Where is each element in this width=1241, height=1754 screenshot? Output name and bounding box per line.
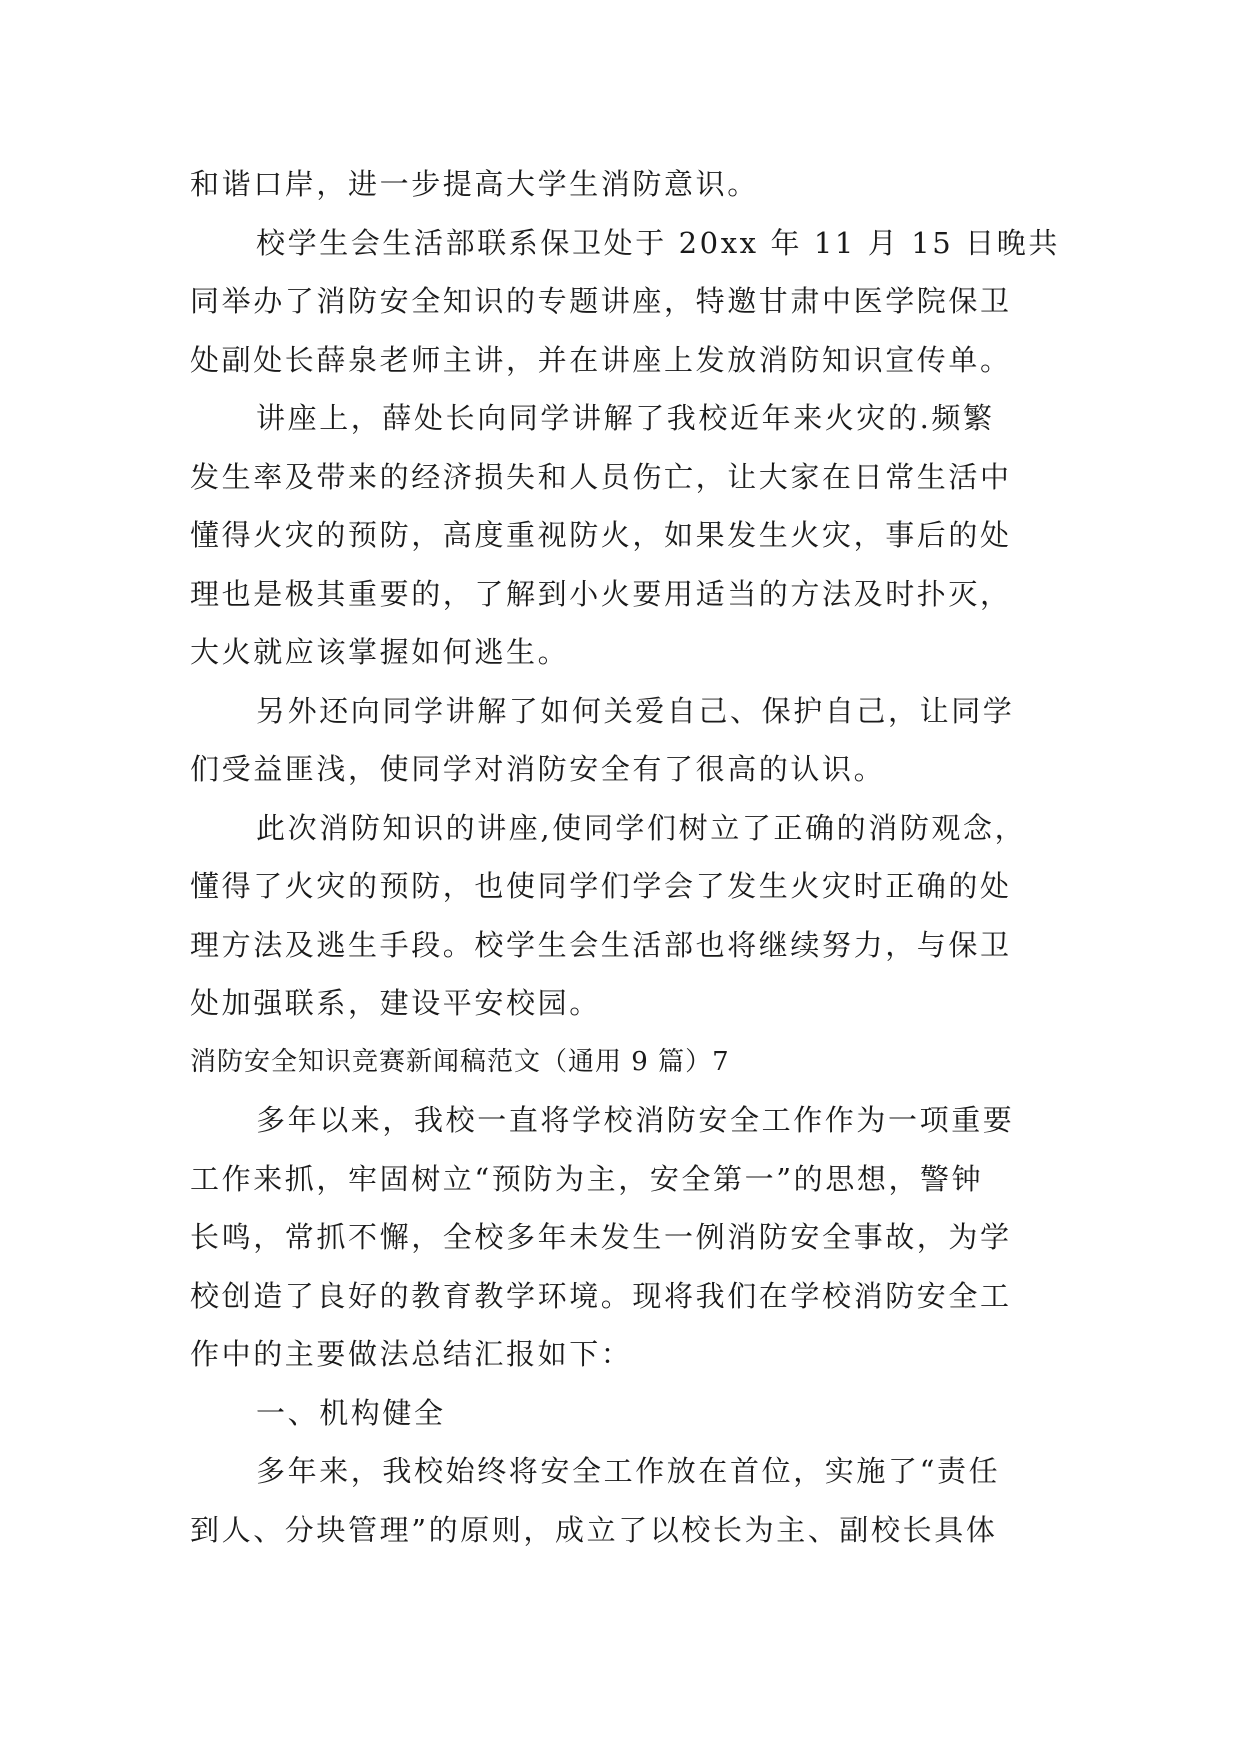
text-line: 另外还向同学讲解了如何关爱自己、保护自己，让同学	[256, 693, 1015, 728]
document-body	[190, 155, 1060, 1559]
text-line: 们受益匪浅，使同学对消防安全有了很高的认识。	[190, 752, 886, 786]
text-line: 此次消防知识的讲座,使同学们树立了正确的消防观念，	[256, 810, 1027, 845]
text-line: 和谐口岸，进一步提高大学生消防意识。	[190, 167, 759, 201]
text-line: 理方法及逃生手段。校学生会生活部也将继续努力，与保卫	[190, 927, 1012, 962]
text-line: 校学生会生活部联系保卫处于 20xx 年 11 月 15 日晚共	[256, 225, 1060, 260]
text-line: 大火就应该掌握如何逃生。	[190, 635, 570, 669]
text-line: 一、机构健全	[256, 1395, 446, 1430]
text-line: 处副处长薛泉老师主讲，并在讲座上发放消防知识宣传单。	[190, 342, 1012, 377]
text-line: 多年以来，我校一直将学校消防安全工作作为一项重要	[256, 1103, 1015, 1137]
text-line: 校创造了良好的教育教学环境。现将我们在学校消防安全工	[190, 1278, 1012, 1313]
text-line: 发生率及带来的经济损失和人员伤亡，让大家在日常生活中	[190, 459, 1012, 494]
text-line: 懂得了火灾的预防，也使同学们学会了发生火灾时正确的处	[190, 869, 1012, 903]
text-line: 处加强联系，建设平安校园。	[190, 986, 601, 1020]
text-line: 长鸣，常抓不懈，全校多年未发生一例消防安全事故，为学	[190, 1220, 1012, 1254]
text-line: 理也是极其重要的，了解到小火要用适当的方法及时扑灭，	[190, 576, 1012, 611]
text-line: 同举办了消防安全知识的专题讲座，特邀甘肃中医学院保卫	[190, 284, 1012, 318]
text-line: 多年来，我校始终将安全工作放在首位，实施了“责任	[256, 1454, 1001, 1488]
text-line: 作中的主要做法总结汇报如下：	[190, 1337, 633, 1371]
text-line: 讲座上，薛处长向同学讲解了我校近年来火灾的.频繁	[256, 401, 995, 435]
section-heading: 消防安全知识竞赛新闻稿范文（通用 9 篇）7	[190, 1046, 730, 1077]
text-line: 到人、分块管理”的原则，成立了以校长为主、副校长具体	[190, 1512, 998, 1547]
text-line: 懂得火灾的预防，高度重视防火，如果发生火灾，事后的处	[190, 518, 1012, 552]
text-line: 工作来抓，牢固树立“预防为主，安全第一”的思想，警钟	[190, 1161, 984, 1196]
